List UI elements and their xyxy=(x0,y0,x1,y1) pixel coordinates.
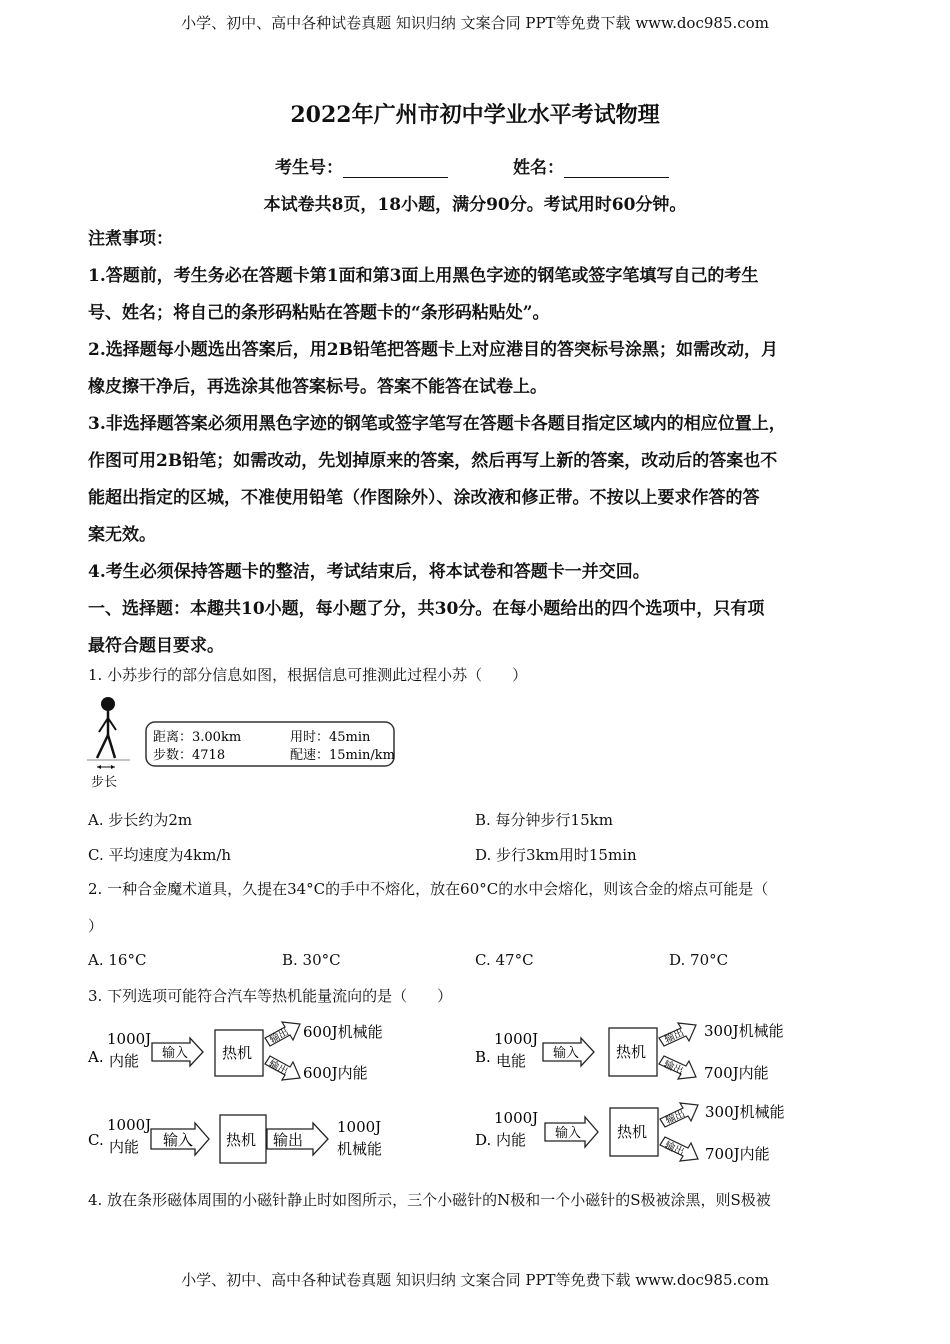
source-type: 内能 xyxy=(496,1131,527,1149)
input-label: 输入 xyxy=(555,1126,582,1141)
output-1: 600J机械能 xyxy=(303,1023,383,1041)
q3-diagram-c xyxy=(85,1100,415,1180)
output-amount: 1000J xyxy=(337,1118,382,1136)
q3-stem: 3. 下列选项可能符合汽车等热机能量流向的是（ ） xyxy=(88,987,453,1005)
output-type: 机械能 xyxy=(337,1140,383,1158)
q2-option-a: A. 16°C xyxy=(88,951,147,969)
name-blank xyxy=(564,159,669,178)
note-line: 橡皮擦干净后，再选涂其他答案标号。答案不能答在试卷上。 xyxy=(88,377,547,397)
note-line: 案无效。 xyxy=(88,525,156,545)
note-line: 号、姓名；将自己的条形码粘贴在答题卡的“条形码粘贴处”。 xyxy=(88,303,550,323)
pace-text: 配速：15min/km xyxy=(290,748,395,763)
q2-option-c: C. 47°C xyxy=(475,951,534,969)
diagram-letter: C. xyxy=(88,1131,104,1149)
exam-summary: 本试卷共8页，18小题，满分90分。考试用时60分钟。 xyxy=(263,195,687,215)
output-label: 输出 xyxy=(663,1027,686,1046)
q1-stem: 1. 小苏步行的部分信息如图，根据信息可推测此过程小苏（ ） xyxy=(88,666,528,684)
name-label: 姓名： xyxy=(513,158,564,178)
input-label: 输入 xyxy=(553,1046,580,1061)
page-title: 2022年广州市初中学业水平考试物理 xyxy=(290,102,660,128)
note-line: 3.非选择题答案必须用黑色字迹的钢笔或签字笔写在答题卡各题目指定区域内的相应位置上， xyxy=(88,414,786,434)
output-label: 输出 xyxy=(268,1026,291,1046)
input-label: 输入 xyxy=(162,1046,189,1061)
engine-label: 热机 xyxy=(617,1123,648,1141)
output-label: 输出 xyxy=(662,1140,686,1159)
name-row xyxy=(513,153,669,178)
page-header: 小学、初中、高中各种试卷真题 知识归纳 文案合同 PPT等免费下载 www.doc985.com xyxy=(181,14,769,32)
section-heading: 最符合题目要求。 xyxy=(88,636,224,656)
output-label: 输出 xyxy=(266,1058,290,1078)
time-text: 用时：45min xyxy=(290,730,371,745)
notes-title: 注煮事项： xyxy=(88,229,173,249)
q1-option-b: B. 每分钟步行15km xyxy=(475,811,613,829)
output-2: 700J内能 xyxy=(704,1064,769,1082)
distance-text: 距离：3.00km xyxy=(153,730,242,745)
source-amount: 1000J xyxy=(494,1030,539,1048)
output-2: 600J内能 xyxy=(303,1064,368,1082)
q2-option-d: D. 70°C xyxy=(669,951,729,969)
q1-option-a: A. 步长约为2m xyxy=(88,811,193,829)
q2-option-b: B. 30°C xyxy=(282,951,341,969)
output-label: 输出 xyxy=(664,1108,687,1127)
note-line: 能超出指定的区城，不准使用铅笔（作图除外）、涂改液和修正带。不按以上要求作答的答 xyxy=(88,488,760,508)
engine-label: 热机 xyxy=(616,1043,647,1061)
output-label: 输出 xyxy=(273,1131,304,1149)
output-1: 300J机械能 xyxy=(705,1103,785,1121)
q2-stem-close: ） xyxy=(88,917,104,935)
source-type: 内能 xyxy=(109,1138,140,1156)
walker-arm xyxy=(99,718,108,732)
exam-no-label: 考生号： xyxy=(275,158,343,178)
output-2: 700J内能 xyxy=(705,1145,770,1163)
q1-option-c: C. 平均速度为4km/h xyxy=(88,846,232,864)
q1-figure xyxy=(85,690,405,795)
note-line: 1.答题前，考生务必在答题卡第1面和第3面上用黑色字迹的钢笔或签字笔填写自己的考生 xyxy=(88,266,759,286)
steps-text: 步数：4718 xyxy=(153,748,226,763)
note-line: 2.选择题每小题选出答案后，用2B铅笔把答题卡上对应港目的答突标号涂黑；如需改动，月 xyxy=(88,340,778,360)
q2-stem: 2. 一种合金魔术道具，久提在34°C的手中不熔化，放在60°C的水中会熔化，则该合金的熔点可能是（ xyxy=(88,880,769,898)
input-label: 输入 xyxy=(163,1131,194,1149)
output-1: 300J机械能 xyxy=(704,1022,784,1040)
q3-diagram-b xyxy=(472,1012,812,1092)
source-amount: 1000J xyxy=(107,1116,152,1134)
source-amount: 1000J xyxy=(494,1109,539,1127)
q4-stem: 4. 放在条形磁体周围的小磁针静止时如图所示，三个小磁针的N极和一个小磁针的S极被涂黑，则S极被 xyxy=(88,1191,771,1209)
page-footer: 小学、初中、高中各种试卷真题 知识归纳 文案合同 PPT等免费下载 www.doc985.com xyxy=(181,1271,769,1289)
diagram-letter: D. xyxy=(475,1131,492,1149)
diagram-letter: A. xyxy=(88,1048,104,1066)
q3-diagram-a xyxy=(85,1012,405,1092)
stride-label: 步长 xyxy=(91,775,118,790)
q1-option-d: D. 步行3km用时15min xyxy=(475,846,637,864)
walker-leg xyxy=(108,735,115,758)
output-label: 输出 xyxy=(661,1059,685,1078)
exam-no-row xyxy=(275,153,448,178)
source-type: 电能 xyxy=(496,1052,527,1070)
q3-diagram-d xyxy=(472,1095,812,1175)
engine-label: 热机 xyxy=(222,1044,253,1062)
diagram-letter: B. xyxy=(475,1048,491,1066)
note-line: 4.考生必须保持答题卡的整洁，考试结束后，将本试卷和答题卡一并交回。 xyxy=(88,562,650,582)
engine-label: 热机 xyxy=(226,1131,257,1149)
note-line: 作图可用2B铅笔；如需改动，先划掉原来的答案，然后再写上新的答案，改动后的答案也不 xyxy=(88,451,778,471)
section-heading: 一、选择题：本趣共10小题，每小题了分，共30分。在每小题给出的四个选项中，只有项 xyxy=(88,599,765,619)
walker-leg xyxy=(97,735,108,758)
exam-no-blank xyxy=(343,159,448,178)
walker-head-icon xyxy=(101,697,115,711)
source-amount: 1000J xyxy=(107,1030,152,1048)
source-type: 内能 xyxy=(109,1052,140,1070)
notes-block xyxy=(88,221,868,665)
